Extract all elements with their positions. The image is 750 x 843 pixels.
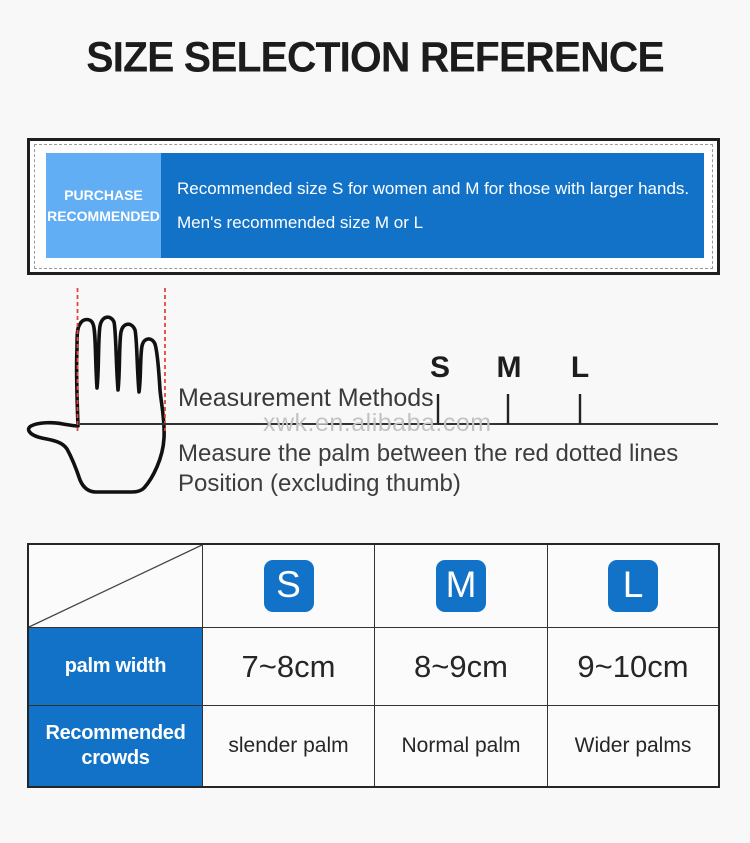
- crowds-l: Wider palms: [574, 734, 692, 757]
- size-mark-l: L: [570, 351, 590, 384]
- page-title: SIZE SELECTION REFERENCE: [86, 33, 664, 81]
- size-mark-m: M: [496, 351, 522, 384]
- measurement-methods-heading: Measurement Methods: [178, 384, 434, 412]
- recommendation-line-2: Men's recommended size M or L: [177, 213, 424, 232]
- measure-caption-line-2: Position (excluding thumb): [178, 470, 461, 497]
- size-badge-s: S: [264, 560, 314, 612]
- size-badge-l: L: [608, 560, 658, 612]
- tag-line-1: PURCHASE: [64, 186, 143, 203]
- row-header-palm-width: palm width: [29, 628, 203, 706]
- palm-width-s: 7~8cm: [203, 628, 375, 706]
- palm-width-m: 8~9cm: [375, 628, 548, 706]
- crowds-s: slender palm: [203, 706, 375, 786]
- recommendation-line-1: Recommended size S for women and M for those with larger hands.: [177, 179, 690, 198]
- purchase-recommendation-panel: [27, 138, 720, 275]
- palm-width-l: 9~10cm: [548, 628, 718, 706]
- hand-outline-icon: [29, 317, 165, 492]
- table-col-header-l: [548, 545, 718, 628]
- size-badge-m: M: [436, 560, 486, 612]
- size-table: [27, 543, 720, 788]
- recommendation-text-block: [161, 153, 704, 258]
- table-col-header-m: [375, 545, 548, 628]
- measure-caption-line-1: Measure the palm between the red dotted lines: [178, 440, 679, 467]
- purchase-recommended-tag: [46, 153, 161, 258]
- size-mark-s: S: [429, 351, 451, 384]
- crowds-m: Normal palm: [375, 706, 548, 786]
- table-corner-cell: [29, 545, 203, 628]
- purchase-panel-dotted-frame: [34, 144, 713, 269]
- table-col-header-s: [203, 545, 375, 628]
- tag-line-2: RECOMMENDED: [47, 207, 160, 224]
- row-header-recommended-crowds: Recommended crowds: [29, 706, 203, 786]
- watermark: xwk.en.alibaba.com: [263, 409, 492, 437]
- diagonal-line-icon: [29, 545, 202, 627]
